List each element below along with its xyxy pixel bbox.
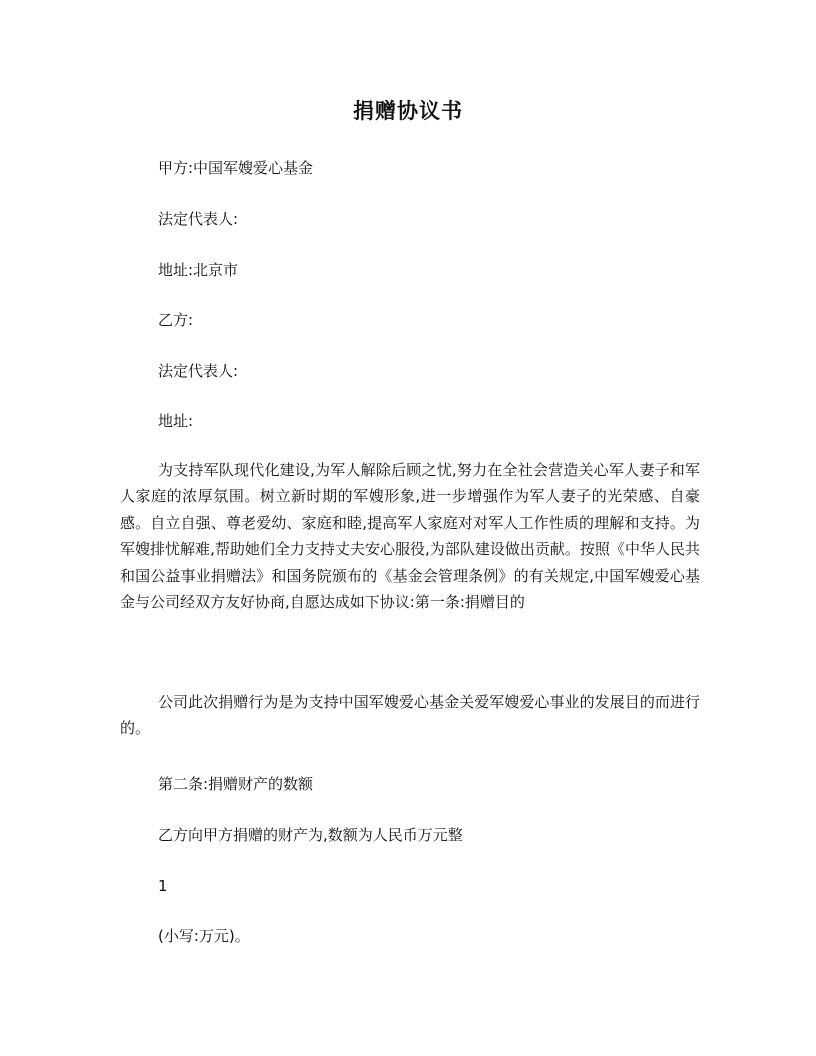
party-a-representative-line: 法定代表人: [158, 210, 239, 228]
party-b-address-line: 地址: [158, 412, 194, 430]
document-title: 捐赠协议书 [353, 98, 463, 123]
page-number: 1 [158, 877, 168, 895]
amount-lowercase-line: (小写:万元)。 [158, 927, 250, 945]
party-b-representative-line: 法定代表人: [158, 362, 239, 380]
party-b-line: 乙方: [158, 311, 194, 329]
party-a-line: 甲方:中国军嫂爱心基金 [158, 159, 314, 177]
article-1-body-paragraph: 公司此次捐赠行为是为支持中国军嫂爱心基金关爱军嫂爱心事业的发展目的而进行的。 [120, 693, 700, 738]
article-2-body: 乙方向甲方捐赠的财产为,数额为人民币万元整 [158, 826, 463, 844]
preamble-paragraph: 为支持军队现代化建设,为军人解除后顾之忧,努力在全社会营造关心军人妻子和军人家庭的浓厚氛围。树立新时期的军嫂形象,进一步增强作为军人妻子的光荣感、自豪感。自立自强、尊老爱幼、家庭和睦,提高军人家庭对对军人工作性质的理解和支持。为军嫂排忧解难,帮助她们全力支持丈夫安心服役,为部队建设做出贡献。按照《中华人民共和国公益事业捐赠法》和国务院颁布的《基金会管理条例》的有关规定,中国军嫂爱心基金与公司经双方友好协商,自愿达成如下协议:第一条:捐赠目的 [120, 461, 700, 612]
party-a-address-line: 地址:北京市 [158, 261, 239, 279]
article-2-heading: 第二条:捐赠财产的数额 [158, 775, 314, 793]
